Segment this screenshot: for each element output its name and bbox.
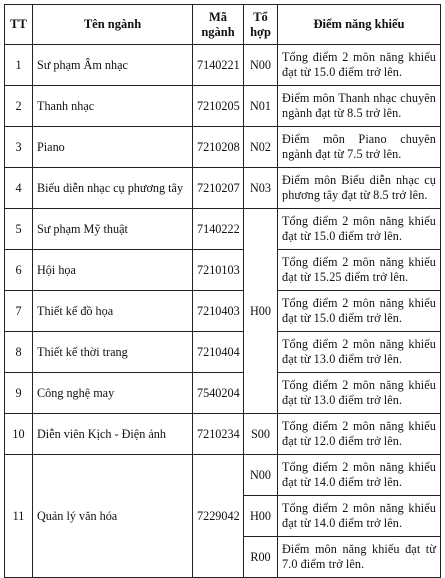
header-combination — [244, 5, 278, 45]
major-code: 7540204 — [193, 373, 244, 414]
combination-merged: H00 — [244, 209, 278, 414]
row-number: 11 — [5, 455, 33, 578]
major-code: 7210234 — [193, 414, 244, 455]
row-number: 5 — [5, 209, 33, 250]
table-row — [5, 373, 441, 414]
combination: N03 — [244, 168, 278, 209]
header-comb-line2: hợp — [250, 24, 271, 39]
major-name: Thanh nhạc — [33, 86, 193, 127]
requirement: Tổng điểm 2 môn năng khiếu đạt từ 13.0 điểm trở lên. — [278, 373, 441, 414]
major-name: Diễn viên Kịch - Điện ảnh — [33, 414, 193, 455]
row-number: 8 — [5, 332, 33, 373]
row-number: 10 — [5, 414, 33, 455]
major-code: 7210207 — [193, 168, 244, 209]
requirement: Tổng điểm 2 môn năng khiếu đạt từ 15.0 điểm trở lên. — [278, 209, 441, 250]
header-code-line1: Mã — [208, 9, 228, 24]
table-row — [5, 168, 441, 209]
major-code: 7229042 — [193, 455, 244, 578]
row-number: 6 — [5, 250, 33, 291]
combination: N01 — [244, 86, 278, 127]
header-tt: TT — [5, 5, 33, 45]
combination: N00 — [244, 455, 278, 496]
major-code: 7210205 — [193, 86, 244, 127]
header-code — [193, 5, 244, 45]
requirement: Điểm môn Biểu diễn nhạc cụ phương tây đạt từ 8.5 trở lên. — [278, 168, 441, 209]
requirement: Tổng điểm 2 môn năng khiếu đạt từ 14.0 điểm trở lên. — [278, 496, 441, 537]
requirement: Tổng điểm 2 môn năng khiếu đạt từ 12.0 điểm trở lên. — [278, 414, 441, 455]
major-name: Thiết kế thời trang — [33, 332, 193, 373]
major-code: 7140221 — [193, 45, 244, 86]
row-number: 4 — [5, 168, 33, 209]
requirement: Điểm môn Piano chuyên ngành đạt từ 7.5 trở lên. — [278, 127, 441, 168]
requirement: Điểm môn Thanh nhạc chuyên ngành đạt từ 8.5 trở lên. — [278, 86, 441, 127]
major-name: Biểu diễn nhạc cụ phương tây — [33, 168, 193, 209]
table-row — [5, 86, 441, 127]
table-row — [5, 209, 441, 250]
combination: N00 — [244, 45, 278, 86]
table-row — [5, 291, 441, 332]
major-code: 7210404 — [193, 332, 244, 373]
header-row — [5, 5, 441, 45]
table-row — [5, 332, 441, 373]
table-row — [5, 127, 441, 168]
admission-table — [4, 4, 441, 578]
table-row — [5, 414, 441, 455]
combination: R00 — [244, 537, 278, 578]
combination: S00 — [244, 414, 278, 455]
requirement: Tổng điểm 2 môn năng khiếu đạt từ 15.25 điểm trở lên. — [278, 250, 441, 291]
major-code: 7140222 — [193, 209, 244, 250]
major-name: Quản lý văn hóa — [33, 455, 193, 578]
row-number: 1 — [5, 45, 33, 86]
header-code-line2: ngành — [201, 24, 235, 39]
major-name: Piano — [33, 127, 193, 168]
major-code: 7210103 — [193, 250, 244, 291]
row-number: 3 — [5, 127, 33, 168]
requirement: Điểm môn năng khiếu đạt từ 7.0 điểm trở lên. — [278, 537, 441, 578]
combination: H00 — [244, 496, 278, 537]
table-row — [5, 45, 441, 86]
header-requirement: Điểm năng khiếu — [278, 5, 441, 45]
combination: N02 — [244, 127, 278, 168]
major-name: Sư phạm Âm nhạc — [33, 45, 193, 86]
major-name: Công nghệ may — [33, 373, 193, 414]
header-name: Tên ngành — [33, 5, 193, 45]
table-row — [5, 455, 441, 496]
major-name: Thiết kế đồ họa — [33, 291, 193, 332]
row-number: 9 — [5, 373, 33, 414]
row-number: 2 — [5, 86, 33, 127]
major-name: Hội họa — [33, 250, 193, 291]
requirement: Tổng điểm 2 môn năng khiếu đạt từ 15.0 điểm trở lên. — [278, 45, 441, 86]
row-number: 7 — [5, 291, 33, 332]
requirement: Tổng điểm 2 môn năng khiếu đạt từ 14.0 điểm trở lên. — [278, 455, 441, 496]
header-comb-line1: Tổ — [253, 9, 268, 24]
requirement: Tổng điểm 2 môn năng khiếu đạt từ 15.0 điểm trở lên. — [278, 291, 441, 332]
requirement: Tổng điểm 2 môn năng khiếu đạt từ 13.0 điểm trở lên. — [278, 332, 441, 373]
major-name: Sư phạm Mỹ thuật — [33, 209, 193, 250]
major-code: 7210208 — [193, 127, 244, 168]
major-code: 7210403 — [193, 291, 244, 332]
table-row — [5, 250, 441, 291]
